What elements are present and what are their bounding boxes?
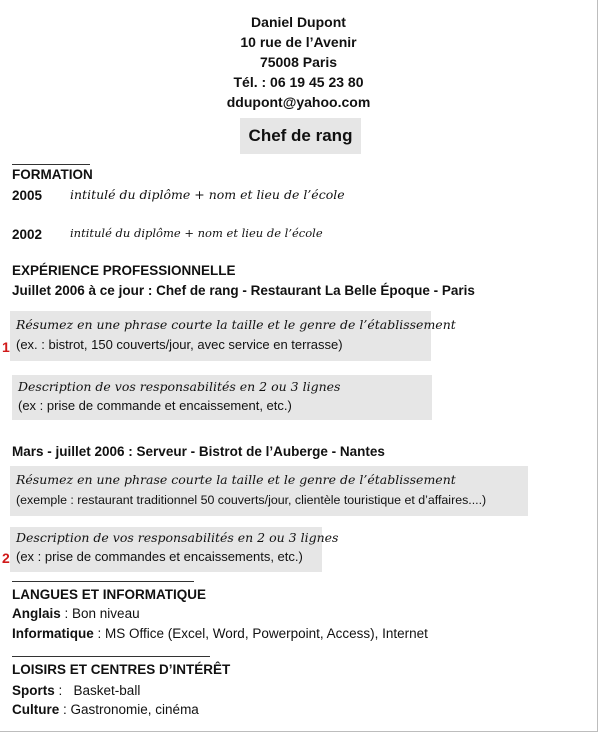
section-divider bbox=[12, 581, 194, 582]
city-address: 75008 Paris bbox=[259, 54, 338, 70]
separator: : bbox=[59, 702, 71, 717]
duties-box bbox=[12, 375, 432, 420]
separator: : bbox=[54, 683, 74, 698]
section-divider bbox=[12, 656, 210, 657]
skill-value: Bon niveau bbox=[72, 606, 140, 621]
full-name: Daniel Dupont bbox=[251, 14, 346, 30]
hobby-label: Sports bbox=[12, 683, 55, 698]
duties-instruction: Description de vos responsabilités en 2 ou 3 lignes bbox=[18, 379, 341, 394]
formation-degree: intitulé du diplôme + nom et lieu de l’école bbox=[70, 187, 345, 202]
summary-instruction: Résumez en une phrase courte la taille et le genre de l’établissement bbox=[16, 317, 456, 332]
hobbies-heading: LOISIRS ET CENTRES D’INTÉRÊT bbox=[12, 662, 231, 677]
job-title-line: Juillet 2006 à ce jour : Chef de rang - Restaurant La Belle Époque - Paris bbox=[12, 283, 475, 298]
skill-label: Anglais bbox=[12, 606, 61, 621]
summary-example: (exemple : restaurant traditionnel 50 couverts/jour, clientèle touristique et d’affaires....) bbox=[16, 493, 487, 507]
hobby-line bbox=[12, 701, 199, 719]
skill-value: MS Office (Excel, Word, Powerpoint, Access), Internet bbox=[105, 626, 428, 641]
summary-instruction: Résumez en une phrase courte la taille et le genre de l’établissement bbox=[16, 472, 456, 487]
duties-box bbox=[10, 527, 339, 572]
duties-example: (ex : prise de commande et encaissement, etc.) bbox=[18, 398, 292, 413]
separator: : bbox=[60, 606, 73, 621]
experience-heading: EXPÉRIENCE PROFESSIONNELLE bbox=[12, 263, 236, 278]
contact-header bbox=[0, 12, 597, 112]
section-divider bbox=[12, 164, 90, 165]
email-address: ddupont@yahoo.com bbox=[226, 94, 371, 110]
hobby-label: Culture bbox=[12, 702, 60, 717]
summary-box bbox=[10, 466, 528, 516]
hobby-line bbox=[12, 682, 140, 700]
hobby-value: Gastronomie, cinéma bbox=[70, 702, 199, 717]
hobby-value: Basket-ball bbox=[73, 683, 141, 698]
skill-line bbox=[12, 625, 428, 643]
job-title: Chef de rang bbox=[240, 118, 361, 154]
duties-instruction: Description de vos responsabilités en 2 ou 3 lignes bbox=[16, 530, 339, 545]
numbered-marker: 1 bbox=[2, 339, 10, 355]
formation-year: 2005 bbox=[12, 188, 43, 203]
formation-heading: FORMATION bbox=[12, 167, 93, 182]
skill-label: Informatique bbox=[12, 626, 94, 641]
formation-degree: intitulé du diplôme + nom et lieu de l’école bbox=[70, 226, 323, 240]
numbered-marker: 2 bbox=[2, 550, 10, 566]
street-address: 10 rue de l’Avenir bbox=[240, 34, 357, 50]
job-title-line: Mars - juillet 2006 : Serveur - Bistrot de l’Auberge - Nantes bbox=[12, 444, 385, 459]
summary-box bbox=[10, 311, 456, 361]
summary-example: (ex. : bistrot, 150 couverts/jour, avec service en terrasse) bbox=[16, 337, 343, 352]
phone-number: Tél. : 06 19 45 23 80 bbox=[233, 74, 364, 90]
skill-line bbox=[12, 605, 140, 623]
duties-example: (ex : prise de commandes et encaissements, etc.) bbox=[16, 549, 303, 564]
languages-heading: LANGUES ET INFORMATIQUE bbox=[12, 587, 206, 602]
separator: : bbox=[93, 626, 106, 641]
formation-year: 2002 bbox=[12, 227, 43, 242]
